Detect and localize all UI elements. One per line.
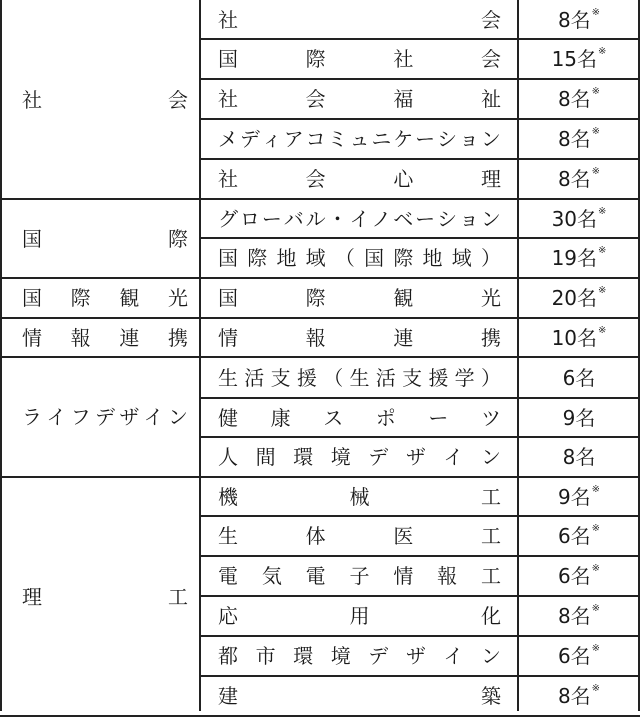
- quota-value: 8名: [557, 87, 591, 111]
- quota-cell: [520, 39, 638, 79]
- faculty-name: [22, 0, 188, 199]
- program-label: 建 築: [218, 684, 501, 708]
- quota-value: 8名: [557, 604, 591, 628]
- quota-cell: [520, 357, 638, 398]
- note-mark: ※: [598, 285, 607, 296]
- program-name: [218, 278, 501, 318]
- quota-cell: [520, 596, 638, 636]
- program-label: 社 会: [218, 7, 501, 32]
- program-name: [218, 318, 501, 357]
- quota-value: 9名: [562, 405, 596, 430]
- quota-value: 8名: [557, 167, 591, 191]
- program-label: 国 際 社 会: [218, 47, 501, 71]
- faculty-label: 国 際 観 光: [22, 286, 188, 310]
- faculty-label: 理 工: [22, 584, 188, 609]
- program-name: [218, 238, 501, 278]
- program-label: 社 会 福 祉: [218, 87, 501, 111]
- program-label: 国 際 観 光: [218, 286, 501, 310]
- note-mark: ※: [591, 6, 601, 18]
- program-label: 国 際 地 域 （ 国 際 地 域 ）: [218, 246, 501, 270]
- program-name: [218, 676, 501, 716]
- program-label: 人 間 環 境 デ ザ イ ン: [218, 445, 501, 469]
- note-mark: ※: [591, 643, 601, 654]
- quota-cell: [520, 119, 638, 159]
- program-name: [218, 477, 501, 516]
- program-name: [218, 556, 501, 596]
- quota-value: 19名: [551, 246, 598, 270]
- note-mark: ※: [591, 683, 601, 694]
- faculty-name: [22, 477, 188, 716]
- faculty-label: ラ イ フ デ ザ イ ン: [22, 405, 188, 429]
- quota-value: 8名: [557, 7, 591, 32]
- quota-value: 10名: [551, 325, 598, 350]
- program-label: 健 康 ス ポ ー ツ: [218, 405, 501, 430]
- program-label: 生 体 医 工: [218, 524, 501, 548]
- quota-cell: [520, 238, 638, 278]
- quota-cell: [520, 79, 638, 119]
- quota-cell: [520, 199, 638, 238]
- note-mark: ※: [598, 245, 607, 256]
- note-mark: ※: [598, 205, 607, 217]
- quota-value: 8名: [557, 127, 591, 151]
- program-name: [218, 79, 501, 119]
- program-name: [218, 159, 501, 199]
- program-label: 情 報 連 携: [218, 325, 501, 350]
- note-mark: ※: [591, 603, 601, 614]
- faculty-name: [22, 278, 188, 318]
- note-mark: ※: [591, 166, 601, 177]
- program-label: 電 気 電 子 情 報 工: [218, 564, 501, 588]
- quota-cell: [520, 318, 638, 357]
- note-mark: ※: [591, 126, 601, 137]
- program-name: [218, 357, 501, 398]
- quota-value: 8名: [557, 684, 591, 708]
- program-label: グ ロ ー バ ル ・ イ ノ ベ ー シ ョ ン: [218, 206, 501, 231]
- program-name: [218, 39, 501, 79]
- quota-value: 30名: [551, 206, 598, 231]
- program-name: [218, 516, 501, 556]
- quota-cell: [520, 556, 638, 596]
- quota-cell: [520, 477, 638, 516]
- quota-cell: [520, 398, 638, 437]
- program-name: [218, 636, 501, 676]
- note-mark: ※: [591, 86, 601, 97]
- quota-value: 6名: [557, 564, 591, 588]
- quota-value: 15名: [551, 47, 598, 71]
- quota-cell: [520, 159, 638, 199]
- note-mark: ※: [591, 563, 601, 574]
- program-label: 都 市 環 境 デ ザ イ ン: [218, 644, 501, 668]
- faculty-name: [22, 318, 188, 357]
- quota-cell: [520, 676, 638, 716]
- note-mark: ※: [591, 523, 601, 534]
- quota-value: 6名: [557, 644, 591, 668]
- quota-cell: [520, 0, 638, 39]
- program-name: [218, 0, 501, 39]
- faculty-label: 社 会: [22, 87, 188, 112]
- note-mark: ※: [598, 46, 607, 57]
- quota-cell: [520, 636, 638, 676]
- quota-value: 20名: [551, 286, 598, 310]
- faculty-name: [22, 199, 188, 278]
- program-label: 応 用 化: [218, 604, 501, 628]
- program-name: [218, 119, 501, 159]
- faculty-label: 国 際: [22, 226, 188, 251]
- program-name: [218, 398, 501, 437]
- program-name: [218, 199, 501, 238]
- program-name: [218, 437, 501, 477]
- quota-cell: [520, 516, 638, 556]
- faculty-label: 情 報 連 携: [22, 325, 188, 350]
- quota-value: 6名: [562, 365, 596, 390]
- quota-value: 8名: [562, 445, 596, 469]
- program-label: 社 会 心 理: [218, 167, 501, 191]
- quota-cell: [520, 278, 638, 318]
- program-label: 生 活 支 援 （ 生 活 支 援 学 ）: [218, 365, 501, 390]
- quota-value: 9名: [557, 484, 591, 509]
- quota-value: 6名: [557, 524, 591, 548]
- program-label: メ デ ィ ア コ ミ ュ ニ ケ ー シ ョ ン: [218, 127, 501, 151]
- note-mark: ※: [598, 324, 607, 336]
- note-mark: ※: [591, 483, 601, 495]
- program-name: [218, 596, 501, 636]
- faculty-name: [22, 357, 188, 477]
- program-label: 機 械 工: [218, 484, 501, 509]
- quota-cell: [520, 437, 638, 477]
